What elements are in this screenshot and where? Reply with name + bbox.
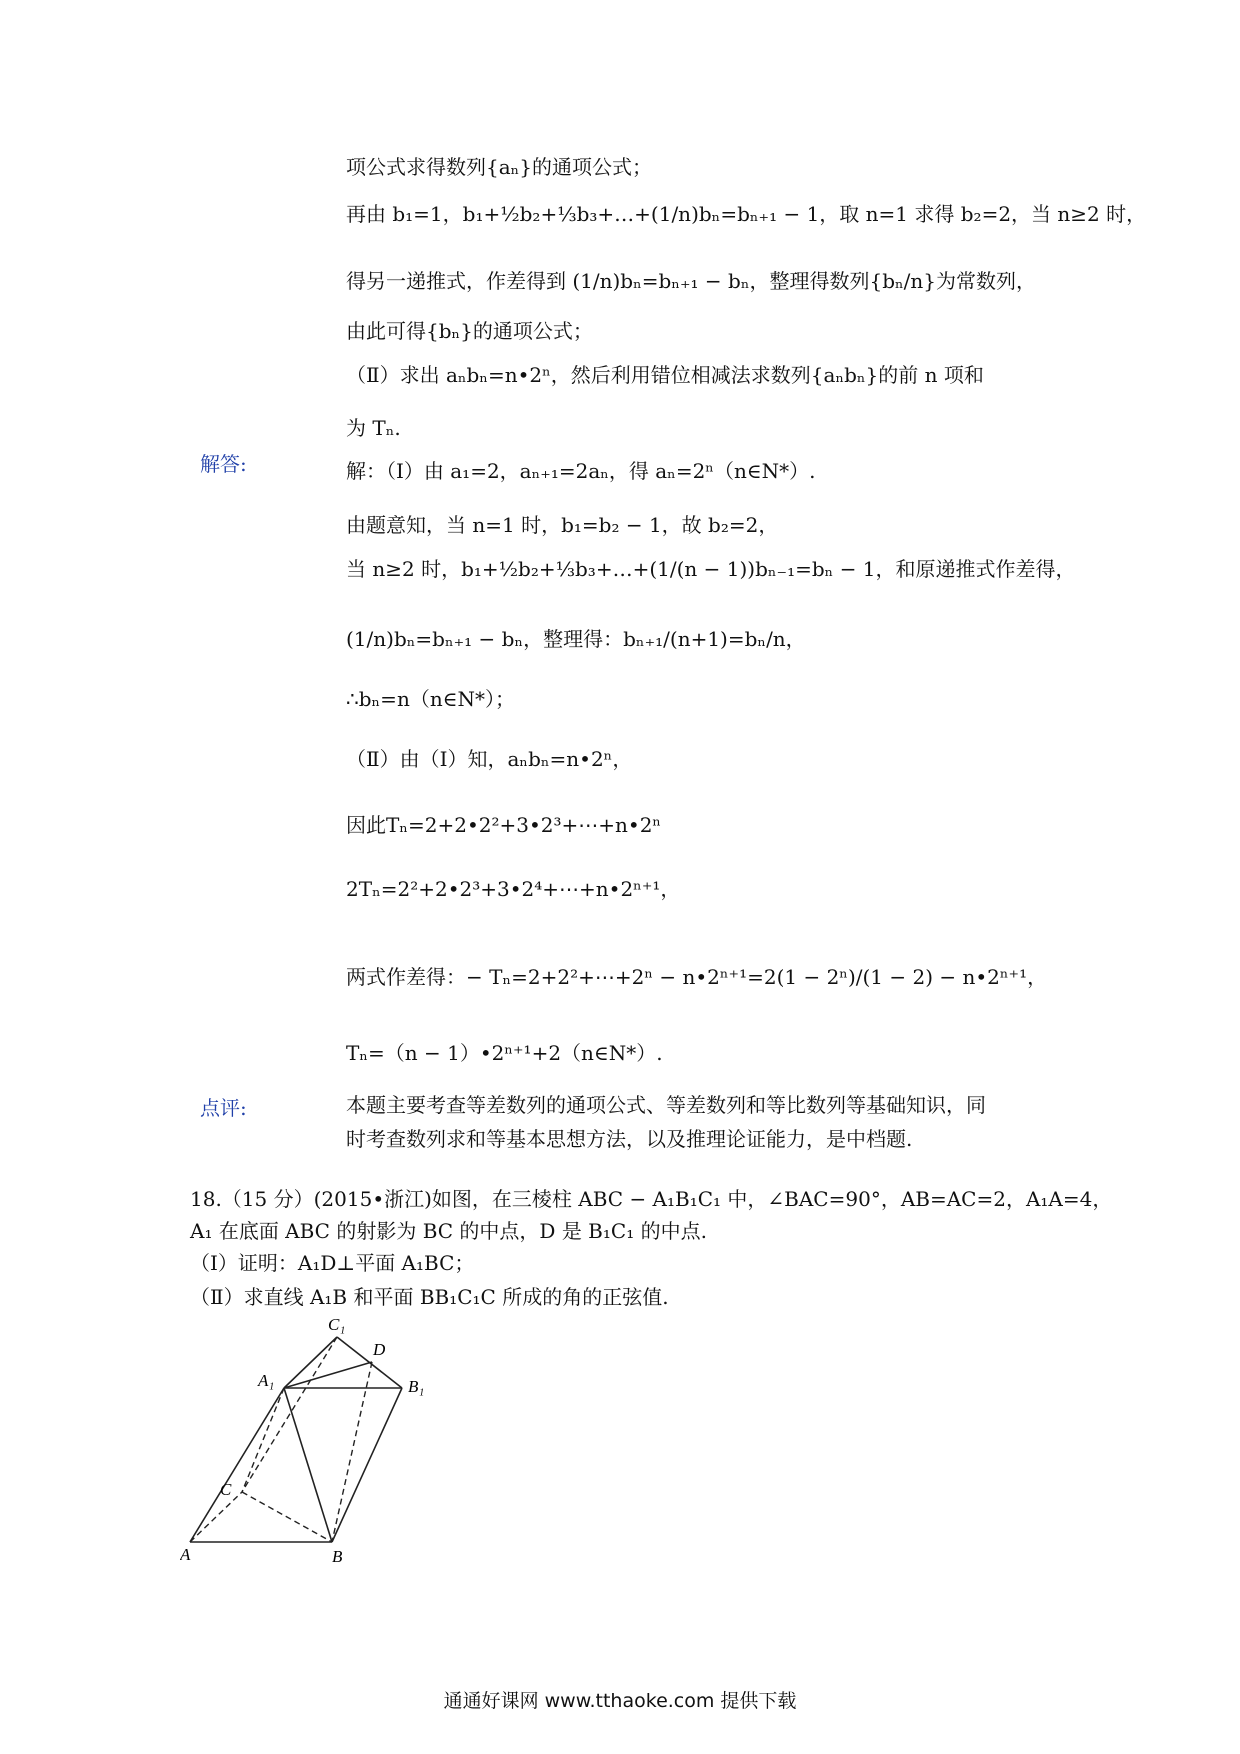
prism-figure	[180, 1310, 460, 1570]
problem-line-3: （Ⅰ）证明：A₁D⊥平面 A₁BC；	[190, 1251, 475, 1275]
solution-line-6: （Ⅱ）由（Ⅰ）知，aₙbₙ=n•2ⁿ，	[346, 747, 633, 771]
problem-line-2: A₁ 在底面 ABC 的射影为 BC 的中点，D 是 B₁C₁ 的中点.	[190, 1219, 707, 1243]
problem-line-1: 18.（15 分）(2015•浙江)如图，在三棱柱 ABC − A₁B₁C₁ 中，∠BAC=90°，AB=AC=2，A₁A=4，	[190, 1187, 1113, 1211]
label-a: A	[180, 1545, 191, 1564]
solution-line-1: 解：（Ⅰ）由 a₁=2，aₙ₊₁=2aₙ，得 aₙ=2ⁿ（n∈N*）.	[346, 459, 816, 483]
problem-line-4: （Ⅱ）求直线 A₁B 和平面 BB₁C₁C 所成的角的正弦值.	[190, 1285, 669, 1309]
solution-line-10: Tₙ=（n − 1）•2ⁿ⁺¹+2（n∈N*）.	[346, 1041, 663, 1065]
label-c: C	[220, 1480, 232, 1499]
label-a1: A₁	[258, 1371, 275, 1390]
edge-a1-b	[284, 1388, 332, 1542]
analysis-line-1: 项公式求得数列{aₙ}的通项公式；	[346, 155, 653, 179]
label-b: B	[332, 1547, 343, 1566]
label-b1: B₁	[408, 1377, 425, 1396]
solution-line-3: 当 n≥2 时，b₁+½b₂+⅓b₃+…+(1/(n − 1))bₙ₋₁=bₙ − 1，和原递推式作差得，	[346, 557, 1076, 581]
edge-a1-a	[190, 1388, 284, 1542]
label-c1: C₁	[328, 1315, 346, 1334]
page-footer: 通通好课网 www.tthaoke.com 提供下载	[443, 1690, 797, 1712]
solution-line-5: ∴bₙ=n（n∈N*）；	[346, 687, 516, 711]
edge-a1-c	[242, 1388, 284, 1492]
solution-label: 解答:	[200, 452, 247, 476]
analysis-line-6: 为 Tₙ.	[346, 416, 401, 440]
edge-b1-b	[332, 1388, 402, 1542]
solution-line-7: 因此Tₙ=2+2•2²+3•2³+⋯+n•2ⁿ	[346, 813, 662, 837]
analysis-line-3: 得另一递推式，作差得到 (1/n)bₙ=bₙ₊₁ − bₙ，整理得数列{bₙ/n}为常数列，	[346, 269, 1036, 293]
edge-d-b	[332, 1362, 372, 1542]
label-d: D	[373, 1340, 386, 1359]
comment-line-2: 时考查数列求和等基本思想方法，以及推理论证能力，是中档题.	[346, 1127, 913, 1151]
edge-c1-c	[242, 1337, 337, 1492]
comment-line-1: 本题主要考查等差数列的通项公式、等差数列和等比数列等基础知识，同	[346, 1093, 986, 1117]
analysis-line-5: （Ⅱ）求出 aₙbₙ=n•2ⁿ，然后利用错位相减法求数列{aₙbₙ}的前 n 项和	[346, 363, 984, 387]
solution-line-4: (1/n)bₙ=bₙ₊₁ − bₙ，整理得：bₙ₊₁/(n+1)=bₙ/n，	[346, 627, 806, 651]
solution-line-8: 2Tₙ=2²+2•2³+3•2⁴+⋯+n•2ⁿ⁺¹，	[346, 877, 681, 901]
solution-line-9: 两式作差得：− Tₙ=2+2²+⋯+2ⁿ − n•2ⁿ⁺¹=2(1 − 2ⁿ)/(1 − 2) − n•2ⁿ⁺¹，	[346, 965, 1048, 989]
analysis-line-2: 再由 b₁=1，b₁+½b₂+⅓b₃+…+(1/n)bₙ=bₙ₊₁ − 1，取 n=1 求得 b₂=2，当 n≥2 时，	[346, 202, 1147, 226]
solution-line-2: 由题意知，当 n=1 时，b₁=b₂ − 1，故 b₂=2，	[346, 513, 779, 537]
comment-label: 点评:	[200, 1096, 247, 1120]
analysis-line-4: 由此可得{bₙ}的通项公式；	[346, 319, 593, 343]
